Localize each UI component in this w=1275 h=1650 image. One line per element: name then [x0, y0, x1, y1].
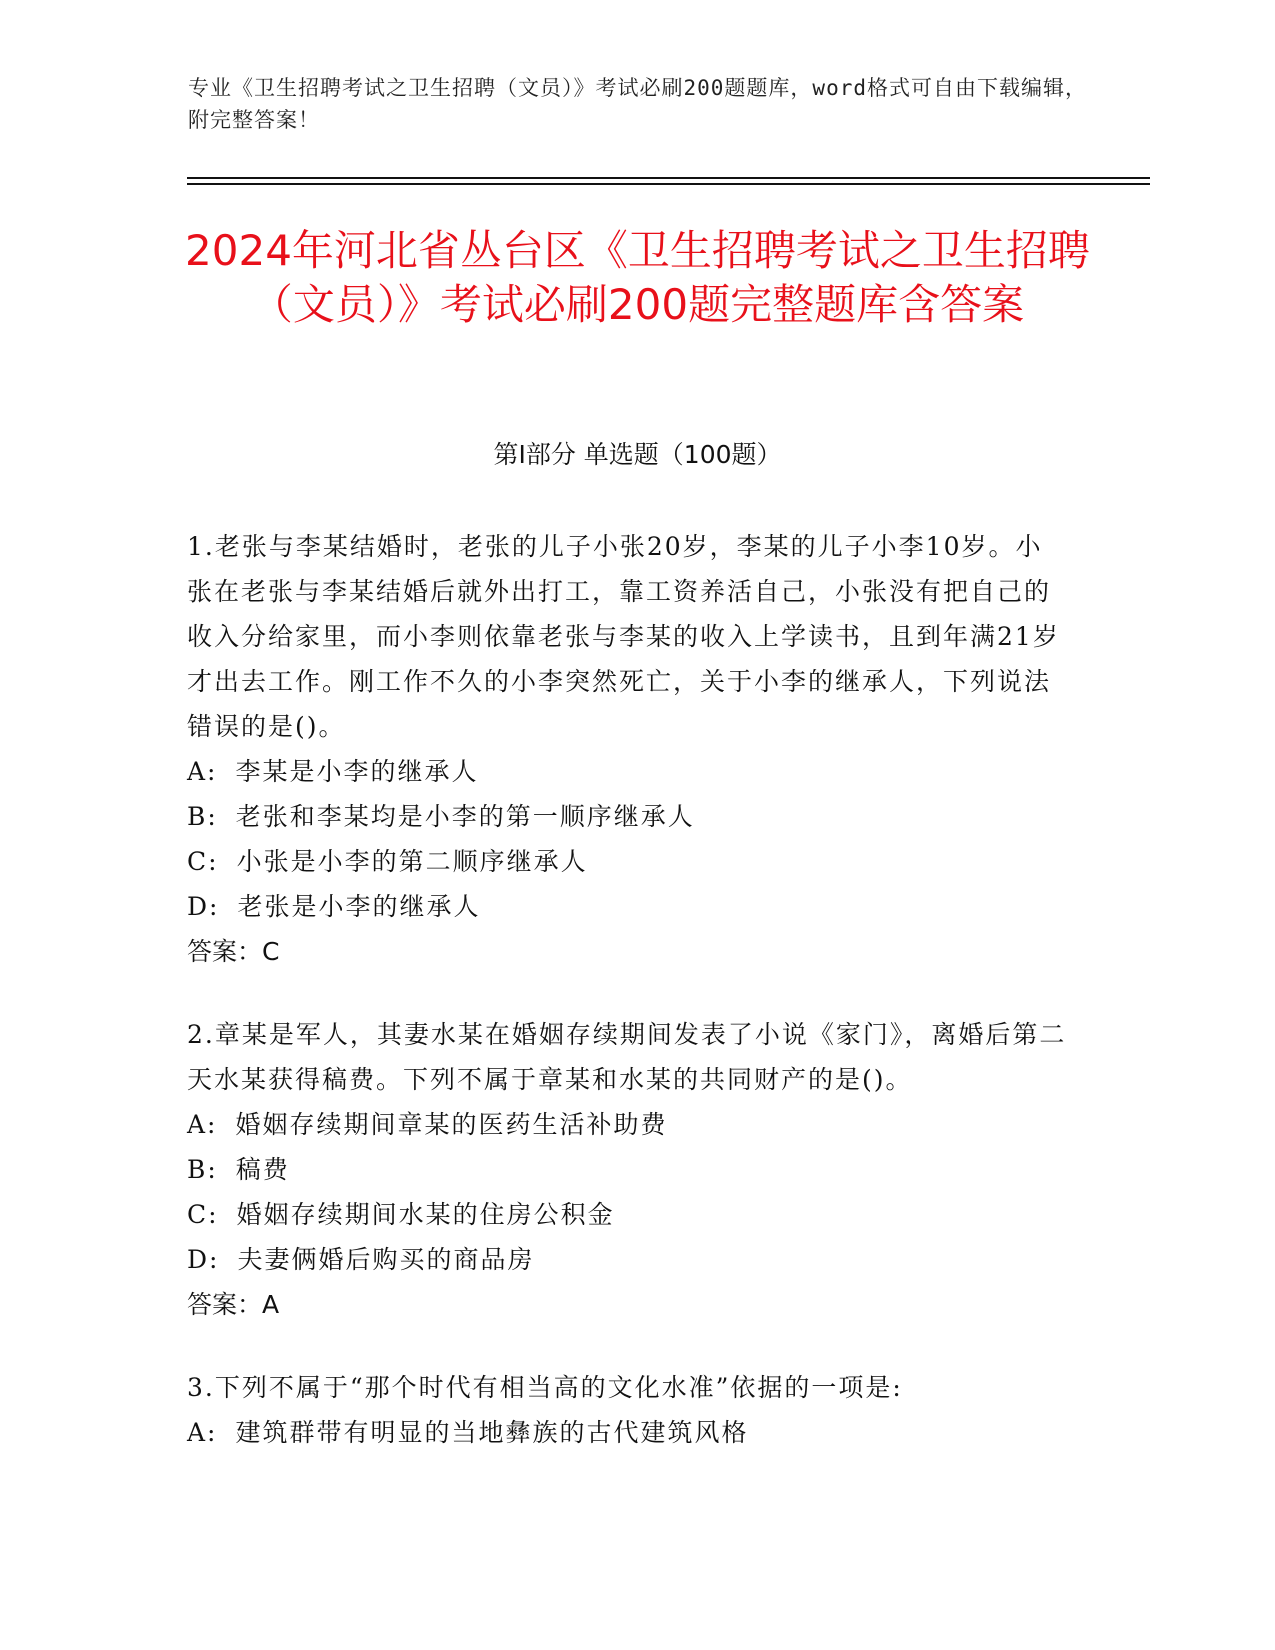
option-letter: B: — [187, 802, 218, 831]
option-text: 婚姻存续期间章某的医药生活补助费 — [235, 1110, 668, 1139]
question-3 — [187, 1365, 1067, 1455]
option-a — [187, 1102, 1067, 1147]
question-list — [187, 524, 1067, 1493]
header-rule-bottom — [187, 183, 1150, 185]
option-a — [187, 749, 1067, 794]
option-c — [187, 1192, 1067, 1237]
question-1 — [187, 524, 1067, 974]
option-letter: D: — [187, 892, 220, 921]
document-title: 2024年河北省丛台区《卫生招聘考试之卫生招聘（文员）》考试必刷200题完整题库含答案 — [185, 226, 1090, 329]
option-d — [187, 884, 1067, 929]
option-text: 老张和李某均是小李的第一顺序继承人 — [235, 802, 695, 831]
option-letter: C: — [187, 1200, 219, 1229]
question-stem: 3.下列不属于“那个时代有相当高的文化水准”依据的一项是: — [187, 1373, 903, 1402]
option-a — [187, 1410, 1067, 1455]
question-stem: 1.老张与李某结婚时，老张的儿子小张20岁，李某的儿子小李10岁。小张在老张与李某结婚后就外出打工，靠工资养活自己，小张没有把自己的收入分给家里，而小李则依靠老张与李某的收入上学读书，且到年满21岁才出去工作。刚工作不久的小李突然死亡，关于小李的继承人，下列说法错误的是()。 — [187, 532, 1060, 741]
option-text: 稿费 — [235, 1155, 290, 1184]
option-text: 小张是小李的第二顺序继承人 — [236, 847, 588, 876]
option-letter: C: — [187, 847, 219, 876]
header-note: 专业《卫生招聘考试之卫生招聘（文员）》考试必刷200题题库，word格式可自由下载编辑，附完整答案！ — [188, 76, 1087, 132]
option-b — [187, 1147, 1067, 1192]
option-text: 建筑群带有明显的当地彝族的古代建筑风格 — [235, 1418, 749, 1447]
option-c — [187, 839, 1067, 884]
option-letter: A: — [187, 1110, 218, 1139]
option-letter: B: — [187, 1155, 218, 1184]
question-stem: 2.章某是军人，其妻水某在婚姻存续期间发表了小说《家门》，离婚后第二天水某获得稿费。下列不属于章某和水某的共同财产的是()。 — [187, 1020, 1067, 1094]
section-title: 第Ⅰ部分 单选题（100题） — [493, 440, 782, 469]
option-text: 李某是小李的继承人 — [235, 757, 479, 786]
option-b — [187, 794, 1067, 839]
option-text: 夫妻俩婚后购买的商品房 — [237, 1245, 535, 1274]
question-2 — [187, 1012, 1067, 1327]
answer: 答案：C — [187, 937, 280, 966]
option-letter: D: — [187, 1245, 220, 1274]
header-rule-top — [187, 177, 1150, 179]
answer: 答案：A — [187, 1290, 280, 1319]
option-text: 婚姻存续期间水某的住房公积金 — [236, 1200, 615, 1229]
option-text: 老张是小李的继承人 — [237, 892, 481, 921]
option-d — [187, 1237, 1067, 1282]
option-letter: A: — [187, 757, 218, 786]
option-letter: A: — [187, 1418, 218, 1447]
